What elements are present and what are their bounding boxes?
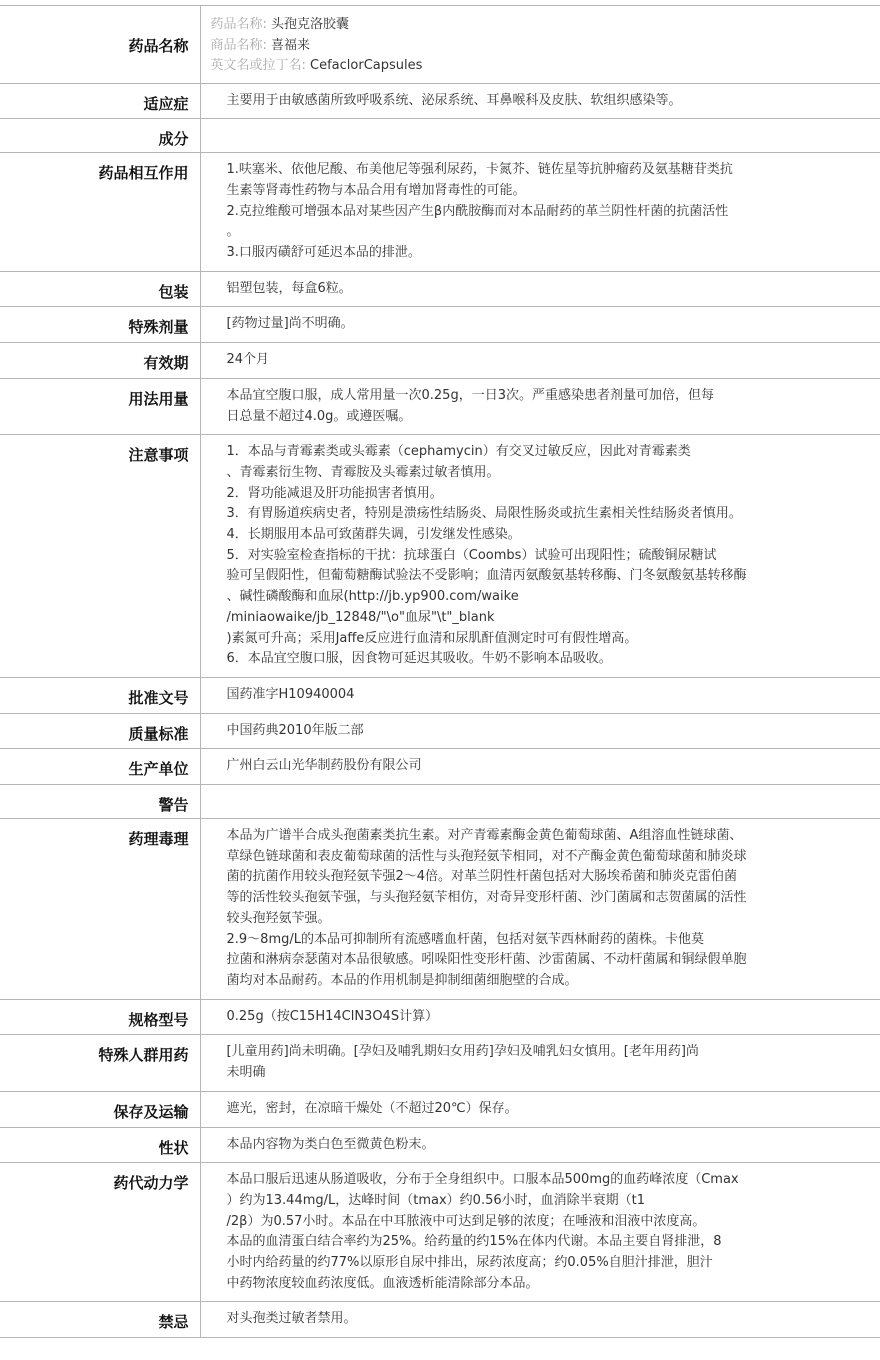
value-line: 中国药典2010年版二部: [226, 722, 364, 738]
row-label: 药品名称: [0, 6, 200, 84]
row-interaction: [0, 153, 880, 272]
value-line: 菌的抗菌作用较头孢羟氨苄强2～4倍。对革兰阴性杆菌包括对大肠埃希菌和肺炎克雷伯菌: [226, 869, 738, 885]
row-label: 用法用量: [0, 378, 200, 434]
row-value: [200, 677, 880, 713]
value-line: 较头孢羟氨苄强。: [226, 910, 331, 926]
row-precautions: [0, 435, 880, 678]
value-line: [儿童用药]尚未明确。[孕妇及哺乳期妇女用药]孕妇及哺乳妇女慎用。[老年用药]尚: [226, 1044, 699, 1060]
row-contraindication: [0, 1302, 880, 1338]
generic-name-value: 头孢克洛胶囊: [271, 17, 350, 32]
value-line: 小时内给药量的约77%以原形自尿中排出，尿药浓度高；约0.05%自胆汁排泄，胆汁: [226, 1255, 713, 1271]
row-value: [200, 999, 880, 1035]
row-value: [200, 343, 880, 379]
value-line: 1.呋塞米、依他尼酸、布美他尼等强利尿药，卡氮芥、链佐星等抗肿瘤药及氨基糖苷类抗: [226, 162, 733, 178]
row-label: 禁忌: [0, 1302, 200, 1338]
value-line: 拉菌和淋病奈瑟菌对本品很敏感。吲哚阳性变形杆菌、沙雷菌属、不动杆菌属和铜绿假单胞: [226, 952, 747, 968]
row-value: [200, 83, 880, 119]
row-value: [200, 271, 880, 307]
value-line: 3.口服丙磺舒可延迟本品的排泄。: [226, 245, 421, 261]
row-label: 成分: [0, 119, 200, 153]
value-line: 本品内容物为类白色至微黄色粉末。: [226, 1136, 435, 1152]
value-line: 本品宜空腹口服，成人常用量一次0.25g，一日3次。严重感染患者剂量可加倍，但每: [226, 387, 714, 403]
row-warning: [0, 785, 880, 819]
row-value: [200, 378, 880, 434]
value-line: 、青霉素衍生物、青霉胺及头霉素过敏者慎用。: [226, 464, 500, 480]
value-line: 未明确: [226, 1065, 266, 1081]
value-line: 24个月: [226, 352, 270, 368]
value-line: 本品为广谱半合成头孢菌素类抗生素。对产青霉素酶金黄色葡萄球菌、A组溶血性链球菌、: [226, 828, 743, 844]
row-value: [200, 749, 880, 785]
row-label: 特殊人群用药: [0, 1035, 200, 1091]
generic-name-key: 药品名称:: [210, 17, 267, 32]
row-storage: [0, 1091, 880, 1127]
row-label: 注意事项: [0, 435, 200, 678]
trade-name-value: 喜福来: [271, 37, 311, 53]
drug-name-block: [200, 6, 880, 84]
value-line: 、碱性磷酸酶和血尿(http://jb.yp900.com/waike: [226, 589, 519, 605]
drug-info-table: [0, 5, 880, 1338]
value-line: 0.25g（按C15H14ClN3O4S计算）: [226, 1008, 439, 1024]
value-line: )素氮可升高；采用Jaffe反应进行血清和尿肌酐值测定时可有假性增高。: [226, 630, 638, 646]
value-line: 生素等肾毒性药物与本品合用有增加肾毒性的可能。: [226, 182, 526, 198]
row-value: [200, 1035, 880, 1091]
row-label: 药代动力学: [0, 1163, 200, 1302]
row-label: 规格型号: [0, 999, 200, 1035]
row-package: [0, 271, 880, 307]
row-value: [200, 307, 880, 343]
row-label: 药理毒理: [0, 819, 200, 1000]
value-line: [药物过量]尚不明确。: [226, 316, 354, 332]
value-line: 等的活性较头孢氨苄强，与头孢羟氨苄相仿，对奇异变形杆菌、沙门菌属和志贺菌属的活性: [226, 890, 747, 906]
row-validity: [0, 343, 880, 379]
row-label: 有效期: [0, 343, 200, 379]
value-line: 6．本品宜空腹口服，因食物可延迟其吸收。牛奶不影响本品吸收。: [226, 651, 612, 667]
row-label: 批准文号: [0, 677, 200, 713]
english-name-key: 英文名或拉丁名:: [210, 58, 306, 73]
row-special-population: [0, 1035, 880, 1091]
row-label: 药品相互作用: [0, 153, 200, 272]
row-value: [200, 153, 880, 272]
value-line: ）约为13.44mg/L，达峰时间（tmax）约0.56小时，血消除半衰期（t1: [226, 1192, 645, 1208]
value-line: 验可呈假阳性，但葡萄糖酶试验法不受影响；血清丙氨酸氨基转移酶、门冬氨酸氨基转移酶: [226, 568, 747, 584]
row-composition: [0, 119, 880, 153]
value-line: 5．对实验室检查指标的干扰：抗球蛋白（Coombs）试验可出现阳性；硫酸铜尿糖试: [226, 547, 717, 563]
row-value: [200, 785, 880, 819]
row-manufacturer: [0, 749, 880, 785]
row-label: 质量标准: [0, 713, 200, 749]
trade-name-key: 商品名称:: [210, 37, 267, 53]
row-label: 生产单位: [0, 749, 200, 785]
row-pharmacology: [0, 819, 880, 1000]
value-line: 遮光，密封，在凉暗干燥处（不超过20℃）保存。: [226, 1100, 518, 1116]
value-line: 草绿色链球菌和表皮葡萄球菌的活性与头孢羟氨苄相同，对不产酶金黄色葡萄球菌和肺炎球: [226, 848, 747, 864]
row-label: 特殊剂量: [0, 307, 200, 343]
value-line: 4．长期服用本品可致菌群失调，引发继发性感染。: [226, 527, 521, 543]
value-line: 2.克拉维酸可增强本品对某些因产生β内酰胺酶而对本品耐药的革兰阴性杆菌的抗菌活性: [226, 203, 729, 219]
value-line: 本品口服后迅速从肠道吸收，分布于全身组织中。口服本品500mg的血药峰浓度（Cmax: [226, 1172, 739, 1188]
row-value: [200, 819, 880, 1000]
value-line: 中药物浓度较血药浓度低。血液透析能清除部分本品。: [226, 1275, 539, 1291]
row-label: 包装: [0, 271, 200, 307]
empty-value: [227, 126, 873, 145]
value-line: 。: [226, 224, 240, 240]
value-line: 3．有胃肠道疾病史者，特别是溃疡性结肠炎、局限性肠炎或抗生素相关性结肠炎者慎用。: [226, 506, 742, 522]
value-line: 对头孢类过敏者禁用。: [226, 1311, 357, 1327]
row-label: 保存及运输: [0, 1091, 200, 1127]
row-pharmacokinetics: [0, 1163, 880, 1302]
row-value: [200, 1091, 880, 1127]
row-standard: [0, 713, 880, 749]
row-value: [200, 435, 880, 678]
row-label: 性状: [0, 1127, 200, 1163]
value-line: /2β）为0.57小时。本品在中耳脓液中可达到足够的浓度；在唾液和泪液中浓度高。: [226, 1213, 706, 1229]
row-label: 警告: [0, 785, 200, 819]
value-line: 广州白云山光华制药股份有限公司: [226, 758, 422, 774]
row-value: [200, 1127, 880, 1163]
value-line: 国药准字H10940004: [226, 686, 355, 702]
row-appearance: [0, 1127, 880, 1163]
row-special-dose: [0, 307, 880, 343]
row-drug-name: [0, 6, 880, 84]
value-line: 本品的血清蛋白结合率约为25%。给药量的约15%在体内代谢。本品主要自肾排泄，8: [226, 1234, 722, 1250]
value-line: 2.9～8mg/L的本品可抑制所有流感嗜血杆菌，包括对氨苄西林耐药的菌株。卡他莫: [226, 931, 704, 947]
english-name-value: CefaclorCapsules: [310, 58, 423, 73]
row-value: [200, 713, 880, 749]
row-indication: [0, 83, 880, 119]
info-rows: [0, 83, 880, 1338]
value-line: /miniaowaike/jb_12848/"\o"血尿"\t"_blank: [226, 609, 495, 625]
row-usage: [0, 378, 880, 434]
value-line: 1．本品与青霉素类或头霉素（cephamycin）有交叉过敏反应，因此对青霉素类: [226, 444, 691, 460]
row-value: [200, 1163, 880, 1302]
value-line: 铝塑包装，每盒6粒。: [226, 280, 352, 296]
row-spec: [0, 999, 880, 1035]
value-line: 菌均对本品耐药。本品的作用机制是抑制细菌细胞壁的合成。: [226, 973, 578, 988]
value-line: 主要用于由敏感菌所致呼吸系统、泌尿系统、耳鼻喉科及皮肤、软组织感染等。: [226, 92, 682, 108]
value-line: 日总量不超过4.0g。或遵医嘱。: [226, 408, 412, 424]
row-value: [200, 119, 880, 153]
row-approval: [0, 677, 880, 713]
value-line: 2．肾功能减退及肝功能损害者慎用。: [226, 485, 443, 501]
row-value: [200, 1302, 880, 1338]
row-label: 适应症: [0, 83, 200, 119]
empty-value: [227, 792, 873, 811]
